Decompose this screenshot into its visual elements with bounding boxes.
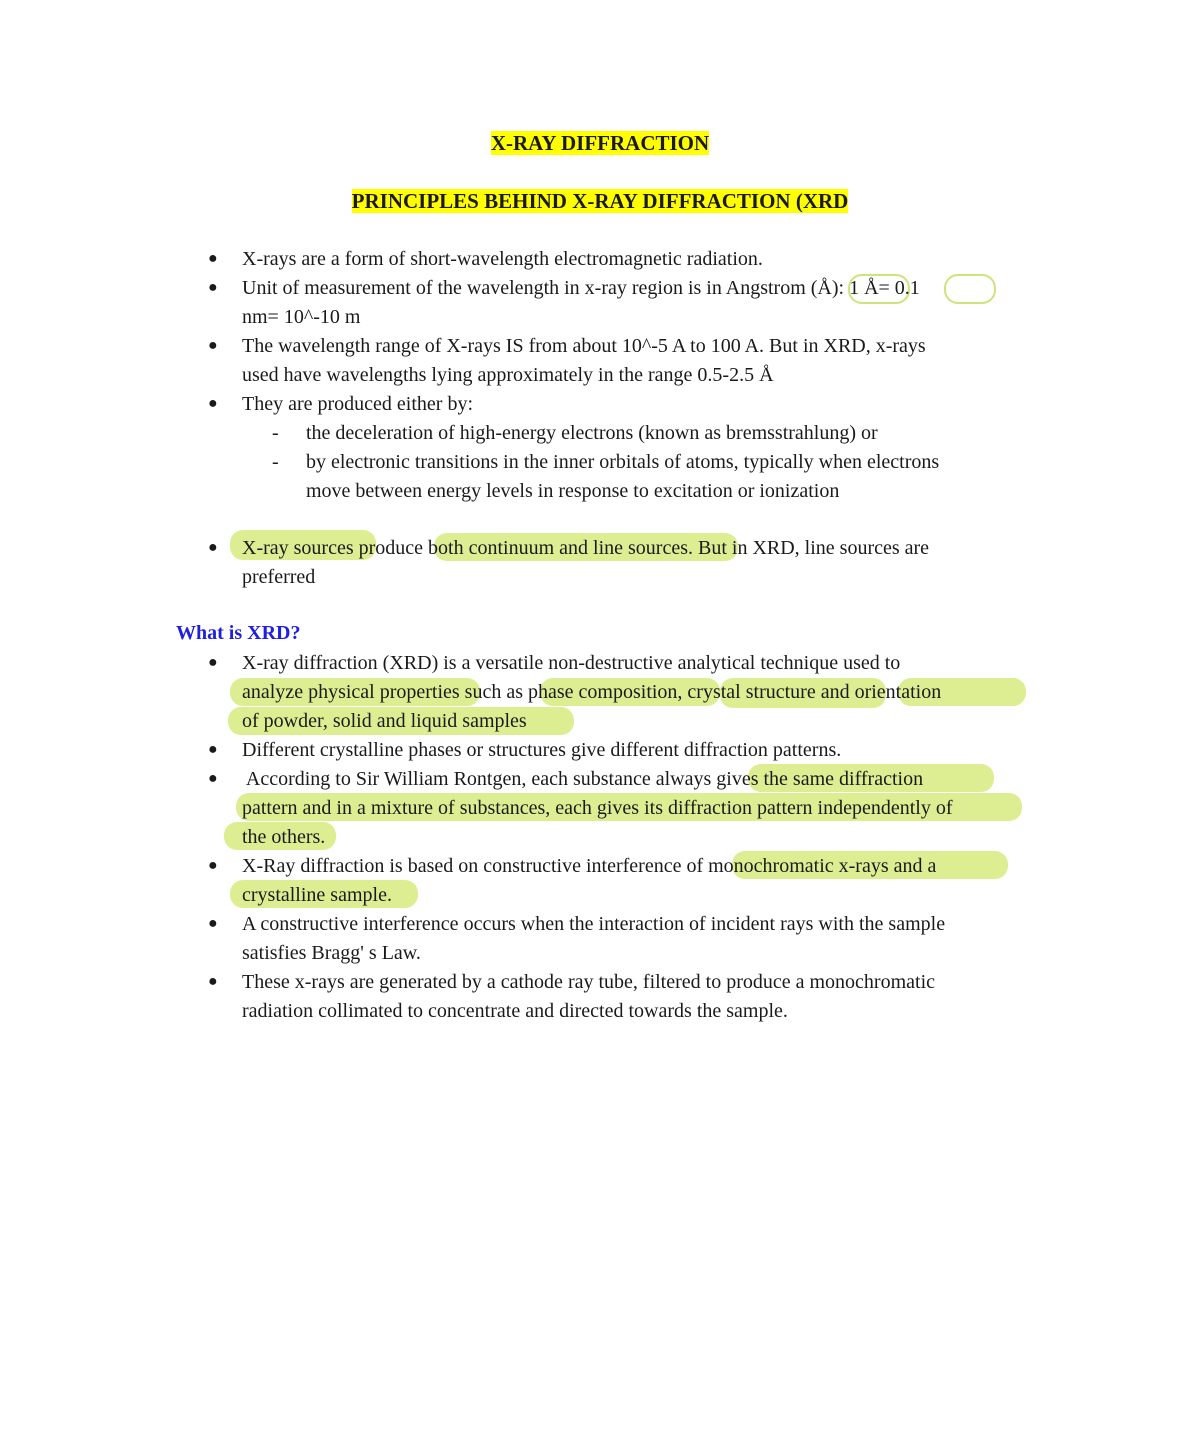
sub-list-item: by electronic transitions in the inner orbitals of atoms, typically when electrons (306, 451, 940, 473)
list-item: X-ray diffraction (XRD) is a versatile non-destructive analytical technique used to (242, 652, 901, 674)
bullet-icon: ● (208, 857, 218, 874)
bullet-icon: ● (208, 250, 218, 267)
list-item: X-Ray diffraction is based on constructive interference of monochromatic x-rays and a (242, 855, 937, 877)
bullet-icon: ● (208, 741, 218, 758)
list-item-continuation: satisfies Bragg' s Law. (242, 942, 421, 964)
sub-list-item: the deceleration of high-energy electrons (known as bremsstrahlung) or (306, 422, 878, 444)
bullet-icon: ● (208, 654, 218, 671)
list-item: These x-rays are generated by a cathode ray tube, filtered to produce a monochromatic (242, 971, 936, 993)
list-item: The wavelength range of X-rays IS from about 10^-5 A to 100 A. But in XRD, x-rays (242, 335, 926, 357)
page-subtitle: PRINCIPLES BEHIND X-RAY DIFFRACTION (XRD (351, 189, 849, 213)
list-item: They are produced either by: (242, 393, 474, 415)
dash-icon: - (272, 422, 279, 444)
list-item-continuation: analyze physical properties such as phase composition, crystal structure and orientation (242, 681, 942, 703)
section-heading: What is XRD? (176, 622, 301, 644)
bullet-icon: ● (208, 770, 218, 787)
list-item-continuation: crystalline sample. (242, 884, 392, 906)
list-item-continuation: radiation collimated to concentrate and directed towards the sample. (242, 1000, 788, 1022)
highlight-outline (944, 274, 996, 304)
sub-list-item-continuation: move between energy levels in response to excitation or ionization (306, 480, 840, 502)
list-item-continuation: nm= 10^-10 m (242, 306, 361, 328)
list-item-continuation: pattern and in a mixture of substances, each gives its diffraction pattern independently of (242, 797, 953, 819)
list-item-continuation: preferred (242, 566, 316, 588)
list-item-continuation: of powder, solid and liquid samples (242, 710, 527, 732)
list-item-continuation: used have wavelengths lying approximately in the range 0.5-2.5 Å (242, 364, 774, 386)
list-item: X-ray sources produce both continuum and line sources. But in XRD, line sources are (242, 537, 930, 559)
bullet-icon: ● (208, 279, 218, 296)
list-item-continuation: the others. (242, 826, 326, 848)
bullet-icon: ● (208, 915, 218, 932)
dash-icon: - (272, 451, 279, 473)
list-item: According to Sir William Rontgen, each substance always gives the same diffraction (242, 768, 924, 790)
bullet-icon: ● (208, 539, 218, 556)
list-item: A constructive interference occurs when the interaction of incident rays with the sample (242, 913, 946, 935)
bullet-icon: ● (208, 395, 218, 412)
bullet-icon: ● (208, 337, 218, 354)
list-item: X-rays are a form of short-wavelength electromagnetic radiation. (242, 248, 763, 270)
list-item: Different crystalline phases or structures give different diffraction patterns. (242, 739, 842, 761)
page-title: X-RAY DIFFRACTION (490, 131, 710, 155)
list-item: Unit of measurement of the wavelength in x-ray region is in Angstrom (Å): 1 Å= 0.1 (242, 277, 920, 299)
bullet-icon: ● (208, 973, 218, 990)
